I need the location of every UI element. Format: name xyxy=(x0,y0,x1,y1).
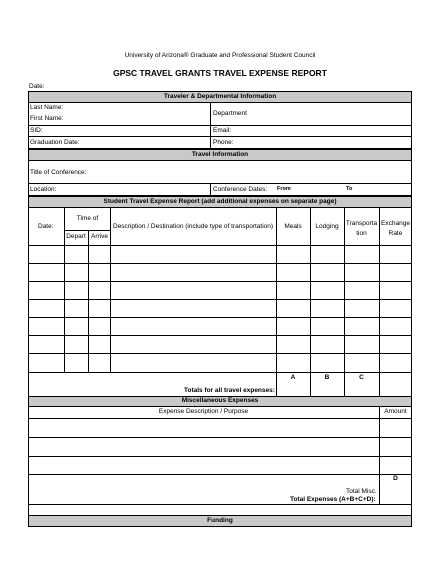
col-exchange-rate-header: Exchange Rate xyxy=(381,220,410,237)
expense-report-heading: Student Travel Expense Report (add additional expenses on separate page) xyxy=(103,198,337,205)
col-divider xyxy=(310,207,311,397)
table-row[interactable] xyxy=(28,298,412,316)
row-divider xyxy=(28,299,412,300)
to-label: To xyxy=(346,186,353,192)
row-divider xyxy=(28,335,412,336)
funding-section-heading: Funding xyxy=(207,517,233,524)
traveler-section-heading: Traveler & Departmental Information xyxy=(163,93,277,100)
letter-a: A xyxy=(290,374,296,381)
email-label: Email: xyxy=(213,127,232,134)
sid-label: SID: xyxy=(30,127,43,134)
first-name-label: First Name: xyxy=(30,115,64,122)
time-of-divider xyxy=(64,230,111,231)
misc-row[interactable] xyxy=(28,457,379,474)
col-divider xyxy=(276,207,277,397)
department-label: Department xyxy=(213,110,247,117)
misc-row[interactable] xyxy=(28,419,379,437)
misc-row-line xyxy=(28,474,412,475)
totals-label: Totals for all travel expenses: xyxy=(184,387,275,394)
col-transportation-header: Transporta tion xyxy=(345,220,378,237)
col-divider xyxy=(110,207,111,372)
phone-field[interactable] xyxy=(210,136,412,149)
col-description-header: Description / Destination (include type of transportation) xyxy=(113,223,274,230)
page-title: GPSC TRAVEL GRANTS TRAVEL EXPENSE REPORT xyxy=(113,68,327,78)
from-label: From xyxy=(277,186,291,192)
travel-section-heading: Travel Information xyxy=(191,151,249,158)
location-label: Location: xyxy=(30,186,57,193)
misc-description-header: Expense Description / Purpose xyxy=(158,408,249,415)
col-divider xyxy=(64,207,65,372)
col-date-header: Date: xyxy=(38,223,54,230)
col-time-of-header: Time of xyxy=(76,215,99,222)
table-row[interactable] xyxy=(28,280,412,298)
row-divider xyxy=(28,281,412,282)
row-divider xyxy=(28,317,412,318)
total-expenses-label: Total Expenses (A+B+C+D): xyxy=(290,496,376,503)
letter-c: C xyxy=(359,374,364,381)
org-name: University of Arizona® Graduate and Professional Student Council xyxy=(124,52,316,59)
conference-dates-label: Conference Dates: xyxy=(213,186,268,193)
last-name-label: Last Name: xyxy=(30,104,64,111)
date-label: Date: xyxy=(29,83,45,90)
col-meals-header: Meals xyxy=(284,223,302,230)
total-misc-label: Total Misc. xyxy=(346,488,377,495)
col-depart-header: Depart xyxy=(66,233,86,240)
table-row[interactable] xyxy=(28,245,412,263)
phone-label: Phone: xyxy=(213,139,234,146)
col-divider xyxy=(379,207,380,397)
misc-bottom-line xyxy=(28,504,412,505)
amount-col-divider xyxy=(379,406,380,504)
col-arrive-header: Arrive xyxy=(91,233,108,240)
row-divider xyxy=(28,263,412,264)
row-divider xyxy=(28,353,412,354)
letter-b: B xyxy=(324,374,330,381)
misc-section-heading: Miscellaneous Expenses xyxy=(181,397,259,404)
conference-title-label: Title of Conference: xyxy=(30,169,87,176)
letter-d: D xyxy=(393,475,398,482)
col-divider xyxy=(88,230,89,372)
graduation-date-label: Graduation Date: xyxy=(30,139,80,146)
table-row[interactable] xyxy=(28,263,412,281)
row-divider xyxy=(28,372,412,373)
misc-row[interactable] xyxy=(28,438,379,456)
misc-amount-header: Amount xyxy=(384,408,407,415)
col-divider xyxy=(344,207,345,397)
col-lodging-header: Lodging xyxy=(315,223,339,230)
